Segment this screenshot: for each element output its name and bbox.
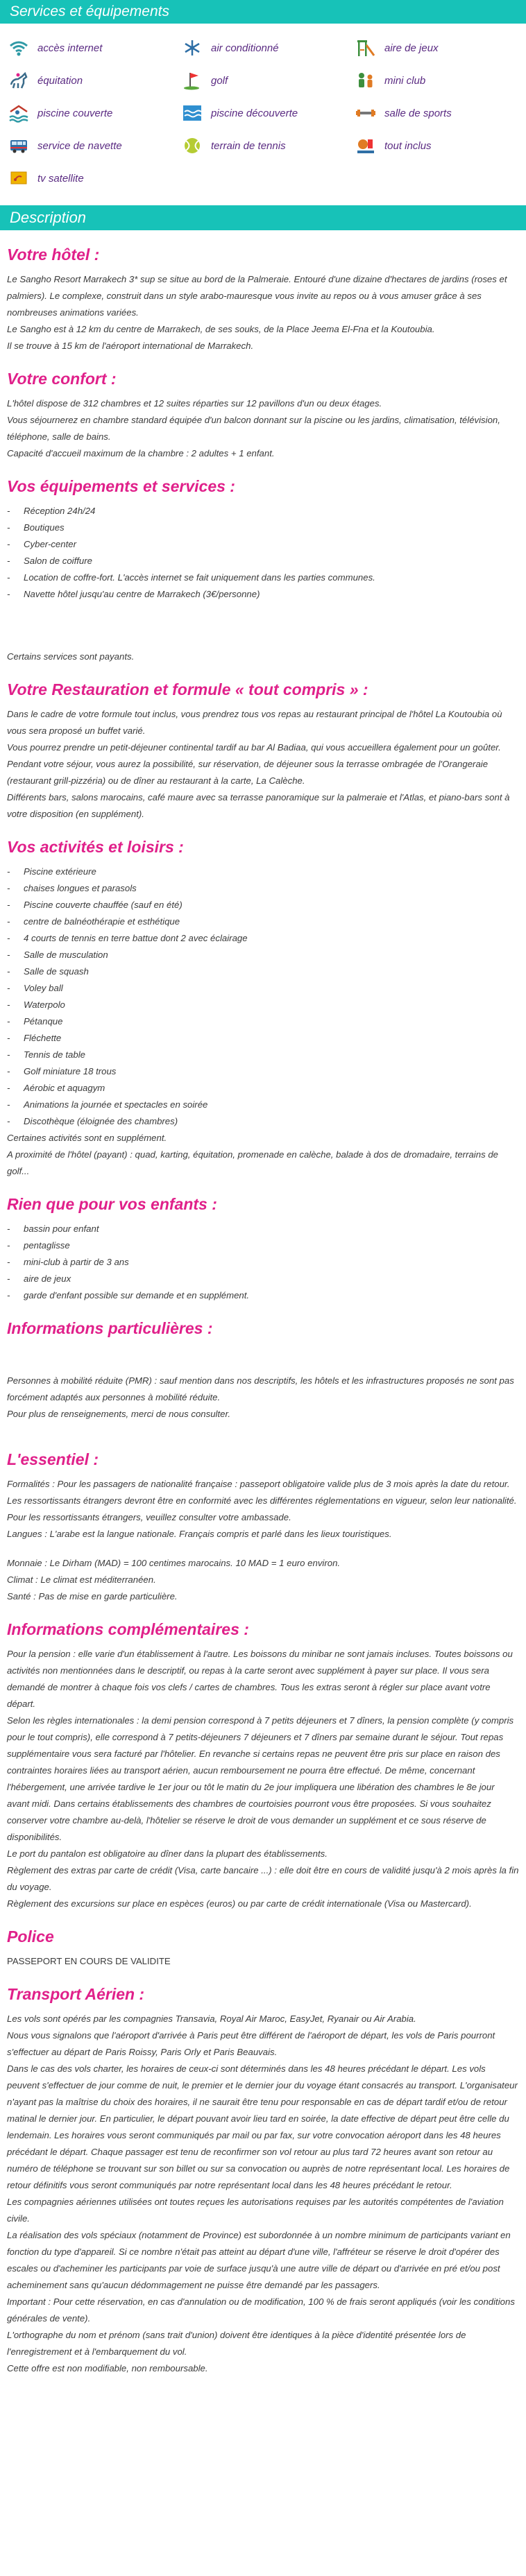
description-header: Description <box>0 205 526 230</box>
enfants-list <box>7 1221 519 1304</box>
air-conditioning-icon <box>180 37 204 58</box>
all-inclusive-icon <box>354 135 377 156</box>
paragraph: Important : Pour cette réservation, en cas d'annulation ou de modification, 100 % de frais seront appliqués (voir les conditions générales de vente). <box>7 2296 515 2324</box>
list-item: - Aérobic et aquagym <box>7 1080 519 1097</box>
paragraph: Pour la pension : elle varie d'un établissement à l'autre. Les boissons du minibar ne sont jamais incluses. Toutes boissons ou activités non mentionnées dans le descriptif, ou repas à la carte seront avec supplément à payer sur place. Il vous sera demandé de montrer à chaque fois vos clefs / cartes de chambres. Tous les extras seront à régler sur place avant votre départ. <box>7 1649 513 1709</box>
amenity-label: tv satellite <box>37 172 84 184</box>
description-body <box>0 246 526 2377</box>
equipements-list <box>7 503 519 603</box>
amenity-item <box>354 67 526 94</box>
essentiel-heading: L'essentiel : <box>7 1450 99 1468</box>
services-header: Services et équipements <box>0 0 526 24</box>
list-item: - Waterpolo <box>7 997 519 1013</box>
paragraph: Il se trouve à 15 km de l'aéroport international de Marrakech. <box>7 341 254 351</box>
list-item: - Location de coffre-fort. L'accès internet se fait uniquement dans les parties communes. <box>7 569 519 586</box>
amenity-item <box>7 35 180 61</box>
amenity-item <box>354 100 526 126</box>
amenities-grid <box>0 24 526 197</box>
list-item: - Animations la journée et spectacles en soirée <box>7 1097 519 1113</box>
list-item: - Salon de coiffure <box>7 553 519 569</box>
list-item: - centre de balnéothérapie et esthétique <box>7 913 519 930</box>
paragraph: Capacité d'accueil maximum de la chambre : 2 adultes + 1 enfant. <box>7 448 275 458</box>
amenity-label: équitation <box>37 74 83 87</box>
list-item: - Salle de squash <box>7 963 519 980</box>
paragraph: Nous vous signalons que l'aéroport d'arrivée à Paris peut être différent de l'aéroport de départ, les vols de Paris pourront s'effectuer au départ de Paris Roissy, Paris Orly et Paris Beauvais. <box>7 2030 495 2057</box>
police-text: PASSEPORT EN COURS DE VALIDITE <box>7 1956 171 1966</box>
paragraph: Selon les règles internationales : la demi pension correspond à 7 petits déjeuners et 7 dîners, la pension complète (y compris pour le tout compris), elle correspond à 7 petits-déjeuners 7 déjeuners et 7 dîners par semaine durant le séjour. Tout repas supplémentaire vous sera facturé par l'hôtelier. En revanche si certains repas ne peuvent être pris sur place en raison des contraintes horaires liées au transport aérien, aucun remboursement ne pourra être effectué. De même, concernant l'hébergement, une arrivée tardive le 1er jour ou tôt le matin du 2e jour impliquera une libération des chambres le 8e jour avant midi. Dans certains établissements des chambres de courtoisies pourront vous être proposées. Si vous souhaitez conserver votre chambre au-delà, l'hôtelier se réserve le droit de vous demander un supplément et ce sous réserve de disponibilités. <box>7 1715 514 1842</box>
paragraph: Les compagnies aériennes utilisées ont toutes reçues les autorisations requises par les autorités compétentes de l'aviation civile. <box>7 2197 504 2224</box>
paragraph: L'orthographe du nom et prénom (sans trait d'union) doivent être identiques à la pièce d'identité présentée lors de l'enregistrement et à l'embarquement du vol. <box>7 2330 466 2357</box>
paragraph: Personnes à mobilité réduite (PMR) : sauf mention dans nos descriptifs, les hôtels et les infrastructures proposés ne sont pas forcément adaptés aux personnes à mobilité réduite. <box>7 1375 514 1402</box>
list-item: - Boutiques <box>7 520 519 536</box>
list-item: - aire de jeux <box>7 1271 519 1287</box>
list-item: - Réception 24h/24 <box>7 503 519 520</box>
amenity-label: accès internet <box>37 42 103 54</box>
transport-heading: Transport Aérien : <box>7 1985 145 2003</box>
amenity-label: air conditionné <box>211 42 279 54</box>
paragraph: Le Sangho Resort Marrakech 3* sup se situe au bord de la Palmeraie. Entouré d'une dizaine d'hectares de jardins (roses et palmiers). Le complexe, construit dans un style arabo-mauresque vous invite au repos ou à vous amuser grâce à ses nombreuses animations variées. <box>7 274 507 318</box>
paragraph: Dans le cas des vols charter, les horaires de ceux-ci sont déterminés dans les 48 heures précédant le départ. Les vols peuvent s'effectuer de jour comme de nuit, le premier et le dernier jour du voyage étant consacrés au transport. L'organisateur n'ayant pas la maîtrise du choix des horaires, il ne saurait être tenu pour responsable en cas de départ tardif et/ou de retour matinal le dernier jour. En particulier, le départ pouvant avoir lieu tard en soirée, la date effective de départ peut être celle du lendemain. Les horaires vous seront communiqués par mail ou par fax, sur votre convocation aéroport dans les 48 heures précédant le départ. Chaque passager est tenu de reconfirmer son vol retour au plus tard 72 heures avant son retour au numéro de téléphone se trouvant sur son billet ou sur sa convocation ou auprès de notre représentant local. Les horaires de retour définitifs vous seront communiqués par notre représentant local dans les 48 heures précédant le retour. <box>7 2063 518 2190</box>
paragraph: L'hôtel dispose de 312 chambres et 12 suites réparties sur 12 pavillons d'un ou deux étages. <box>7 398 382 409</box>
list-item: - Cyber-center <box>7 536 519 553</box>
outdoor-pool-icon <box>180 103 204 123</box>
enfants-heading: Rien que pour vos enfants : <box>7 1195 217 1213</box>
wifi-icon <box>7 37 31 58</box>
amenity-item <box>180 132 354 159</box>
amenity-label: terrain de tennis <box>211 139 286 152</box>
paragraph: Règlement des extras par carte de crédit (Visa, carte bancaire ...) : elle doit être en cours de validité jusqu'à 2 mois après la fin du voyage. <box>7 1865 519 1892</box>
list-item: - Piscine couverte chauffée (sauf en été) <box>7 897 519 913</box>
paragraph: Climat : Le climat est méditerranéen. <box>7 1574 156 1585</box>
confort-heading: Votre confort : <box>7 370 117 388</box>
activites-list <box>7 864 519 1130</box>
golf-icon <box>180 70 204 91</box>
paragraph: Pour les ressortissants étrangers, veuillez consulter votre ambassade. <box>7 1512 291 1522</box>
paragraph: Les vols sont opérés par les compagnies Transavia, Royal Air Maroc, EasyJet, Ryanair ou Air Arabia. <box>7 2013 416 2024</box>
amenity-item <box>7 100 180 126</box>
satellite-tv-icon <box>7 168 31 189</box>
kids-club-icon <box>354 70 377 91</box>
amenity-label: golf <box>211 74 228 87</box>
paragraph: Dans le cadre de votre formule tout inclus, vous prendrez tous vos repas au restaurant principal de l'hôtel La Koutoubia où vous sera proposé un buffet varié. <box>7 709 502 736</box>
list-item: - Voley ball <box>7 980 519 997</box>
list-item: - pentaglisse <box>7 1237 519 1254</box>
list-item: - chaises longues et parasols <box>7 880 519 897</box>
list-item: - bassin pour enfant <box>7 1221 519 1237</box>
amenity-item <box>354 35 526 61</box>
horse-riding-icon <box>7 70 31 91</box>
hotel-heading: Votre hôtel : <box>7 246 100 264</box>
amenity-label: piscine découverte <box>211 107 298 119</box>
paragraph: Langues : L'arabe est la langue nationale. Français compris et parlé dans les lieux touristiques. <box>7 1529 392 1539</box>
amenity-item <box>180 67 354 94</box>
paragraph: Formalités : Pour les passagers de nationalité française : passeport obligatoire valide plus de 3 mois après la date du retour. <box>7 1479 510 1489</box>
amenity-label: salle de sports <box>384 107 452 119</box>
amenity-label: aire de jeux <box>384 42 439 54</box>
list-item: - Tennis de table <box>7 1047 519 1063</box>
amenity-label: tout inclus <box>384 139 432 152</box>
list-item: - Pétanque <box>7 1013 519 1030</box>
list-item: - Salle de musculation <box>7 947 519 963</box>
amenity-item <box>7 165 180 191</box>
activites-heading: Vos activités et loisirs : <box>7 838 184 856</box>
list-item: - Golf miniature 18 trous <box>7 1063 519 1080</box>
paragraph: Vous pourrez prendre un petit-déjeuner continental tardif au bar Al Badiaa, qui vous accueillera également pour un goûter. <box>7 742 501 753</box>
paragraph: Différents bars, salons marocains, café maure avec sa terrasse panoramique sur la palmeraie et l'Atlas, et piano-bars sont à votre disposition (en supplément). <box>7 792 510 819</box>
paragraph: Le Sangho est à 12 km du centre de Marrakech, de ses souks, de la Place Jeema El-Fna et la Koutoubia. <box>7 324 435 334</box>
gym-icon <box>354 103 377 123</box>
equipements-heading: Vos équipements et services : <box>7 477 235 495</box>
list-item: - Piscine extérieure <box>7 864 519 880</box>
paragraph: Vous séjournerez en chambre standard équipée d'un balcon donnant sur la piscine ou les jardins, climatisation, télévision, téléphone, salle de bains. <box>7 415 500 442</box>
amenity-label: mini club <box>384 74 426 87</box>
paragraph: La réalisation des vols spéciaux (notamment de Province) est subordonnée à un nombre minimum de participants variant en fonction du type d'appareil. Si ce nombre n'était pas atteint au départ d'une ville, l'affréteur se réserve le droit d'opérer des escales ou d'acheminer les participants par voie de surface jusqu'à une autre ville de départ ou d'arrivée en pré et/ou post acheminement sans qu'aucun dédommagement ne puisse être demandé par les passagers. <box>7 2230 511 2290</box>
paragraph: Santé : Pas de mise en garde particulière. <box>7 1591 178 1602</box>
amenity-item <box>7 67 180 94</box>
tennis-icon <box>180 135 204 156</box>
amenity-item <box>7 132 180 159</box>
restauration-heading: Votre Restauration et formule « tout compris » : <box>7 680 368 698</box>
list-item: - mini-club à partir de 3 ans <box>7 1254 519 1271</box>
paragraph: Certaines activités sont en supplément. <box>7 1133 167 1143</box>
paragraph: Le port du pantalon est obligatoire au dîner dans la plupart des établissements. <box>7 1848 328 1859</box>
playground-icon <box>354 37 377 58</box>
paragraph: Pendant votre séjour, vous aurez la possibilité, sur réservation, de déjeuner sous la terrasse ombragée de l'Orangeraie (restaurant grill-pizzéria) ou de dîner au restaurant à la carte, La Calèche. <box>7 759 489 786</box>
amenity-item <box>180 35 354 61</box>
paragraph: Pour plus de renseignements, merci de nous consulter. <box>7 1409 231 1419</box>
list-item: - 4 courts de tennis en terre battue dont 2 avec éclairage <box>7 930 519 947</box>
complementaires-heading: Informations complémentaires : <box>7 1620 249 1638</box>
list-item: - Discothèque (éloignée des chambres) <box>7 1113 519 1130</box>
paragraph: Certains services sont payants. <box>7 651 135 662</box>
paragraph: Monnaie : Le Dirham (MAD) = 100 centimes marocains. 10 MAD = 1 euro environ. <box>7 1558 341 1568</box>
list-item: - garde d'enfant possible sur demande et en supplément. <box>7 1287 519 1304</box>
shuttle-bus-icon <box>7 135 31 156</box>
amenity-label: piscine couverte <box>37 107 113 119</box>
paragraph: Règlement des excursions sur place en espèces (euros) ou par carte de crédit internationale (Visa ou Mastercard). <box>7 1898 472 1909</box>
list-item: - Navette hôtel jusqu'au centre de Marrakech (3€/personne) <box>7 586 519 603</box>
amenity-item <box>354 132 526 159</box>
particulieres-heading: Informations particulières : <box>7 1319 213 1337</box>
list-item: - Fléchette <box>7 1030 519 1047</box>
amenity-label: service de navette <box>37 139 122 152</box>
paragraph: Cette offre est non modifiable, non remboursable. <box>7 2363 208 2373</box>
paragraph: Les ressortissants étrangers devront être en conformité avec les différentes réglementations en vigueur, selon leur nationalité. <box>7 1495 517 1506</box>
indoor-pool-icon <box>7 103 31 123</box>
police-heading: Police <box>7 1927 54 1946</box>
amenity-item <box>180 100 354 126</box>
paragraph: A proximité de l'hôtel (payant) : quad, karting, équitation, promenade en calèche, balade à dos de dromadaire, terrains de golf... <box>7 1149 498 1176</box>
